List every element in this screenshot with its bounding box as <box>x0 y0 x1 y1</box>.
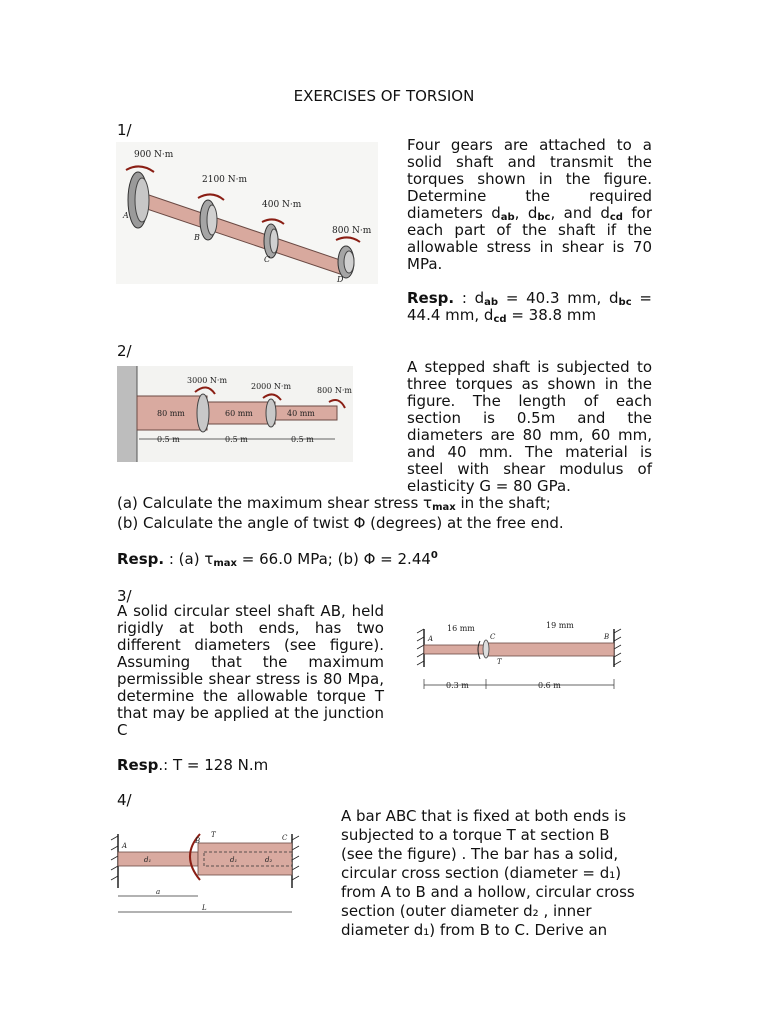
p2-torque-2: 2000 N·m <box>251 382 292 391</box>
problem-2-answer: Resp. : (a) $\tau_{max} = 66.0$ MPa; (b) $\Phi = 2.44^0$ <box>117 550 438 569</box>
problem-2-part-b: (b) Calculate the angle of twist Φ (degrees) at the free end. <box>117 514 564 532</box>
p1-point-d: D <box>337 275 344 284</box>
p3-point-c: C <box>490 633 496 641</box>
p2-diameter-1: 80 mm <box>157 409 185 418</box>
problem-4-line: diameter d₁) from B to C. Derive an <box>341 921 608 939</box>
p1-torque-d: 800 N·m <box>332 226 372 236</box>
problem-2-figure <box>117 366 353 462</box>
problem-4-line: section (outer diameter d₂ , inner <box>341 902 592 920</box>
p4-point-c: C <box>282 834 288 842</box>
problem-4-text <box>341 807 635 940</box>
p2-length-2: 0.5 m <box>225 435 248 444</box>
problem-1-figure <box>116 142 378 284</box>
page-title: EXERCISES OF TORSION <box>293 87 475 105</box>
problem-4-line: circular cross section (diameter = d₁) <box>341 864 622 882</box>
p4-point-b: B <box>195 837 201 845</box>
p1-point-c: C <box>264 255 271 264</box>
p4-length-a: a <box>156 888 161 896</box>
problem-1-text: Four gears are attached to a solid shaft and transmit the torques shown in the figure. Determine the required diameters $d_{ab}$, $d_{bc}$, and $d_{cd}$ for each part of the shaft if the allowable stress in shear is 70 MPa. <box>407 136 652 273</box>
problem-4-figure <box>108 826 304 926</box>
problem-2-part-a: (a) Calculate the maximum shear stress $\tau_{max}$ in the shaft; <box>117 494 551 513</box>
p4-d2: d₂ <box>265 856 273 864</box>
p4-point-a: A <box>122 842 128 850</box>
p3-d2: 19 mm <box>546 621 574 630</box>
p4-length-l: L <box>202 904 207 912</box>
p3-d1: 16 mm <box>447 624 475 633</box>
problem-3-figure <box>414 617 630 693</box>
problem-4-line: from A to B and a hollow, circular cross <box>341 883 635 901</box>
p1-torque-b: 2100 N·m <box>202 175 248 185</box>
problem-2-number: 2/ <box>117 342 132 360</box>
problem-3-text: A solid circular steel shaft AB, held rigidly at both ends, has two different diameters (see figure). Assuming that the maximum permissible shear stress is 80 Mpa, determine the allowable torque T that may be applied at the junction C <box>117 602 384 739</box>
p2-torque-3: 800 N·m <box>317 386 352 395</box>
problem-4-line: A bar ABC that is fixed at both ends is <box>341 807 627 825</box>
p3-length-1: 0.3 m <box>446 681 469 690</box>
problem-4-number: 4/ <box>117 791 132 809</box>
p4-d1-inner: d₁ <box>230 856 238 864</box>
p3-point-b: B <box>604 633 610 641</box>
p1-point-b: B <box>194 233 200 242</box>
p2-diameter-2: 60 mm <box>225 409 253 418</box>
p2-length-1: 0.5 m <box>157 435 180 444</box>
p1-torque-a: 900 N·m <box>134 150 174 160</box>
problem-3-answer: Resp.: T = 128 N.m <box>117 756 269 774</box>
problem-1-number: 1/ <box>117 121 132 139</box>
p3-length-2: 0.6 m <box>538 681 561 690</box>
p2-length-3: 0.5 m <box>291 435 314 444</box>
problem-1-answer: Resp. : $d_{ab} = 40.3$ mm, $d_{bc} = 44.4$ mm, $d_{cd} = 38.8$ mm <box>407 289 652 325</box>
p3-torque-t: T <box>497 658 502 666</box>
p4-torque-t: T <box>211 831 216 839</box>
p2-diameter-3: 40 mm <box>287 409 315 418</box>
problem-2-text: A stepped shaft is subjected to three torques as shown in the figure. The length of each section is 0.5m and the diameters are 80 mm, 60 mm, and 40 mm. The material is steel with shear modulus of elasticity G = 80 GPa. <box>407 358 652 495</box>
p4-d1-left: d₁ <box>144 856 152 864</box>
problem-4-line: subjected to a torque T at section B <box>341 826 610 844</box>
problem-4-line: (see the figure) . The bar has a solid, <box>341 845 619 863</box>
p2-torque-1: 3000 N·m <box>187 376 228 385</box>
p3-point-a: A <box>428 635 434 643</box>
p1-point-a: A <box>123 211 129 220</box>
problem-3-number: 3/ <box>117 587 132 605</box>
p1-torque-c: 400 N·m <box>262 200 302 210</box>
